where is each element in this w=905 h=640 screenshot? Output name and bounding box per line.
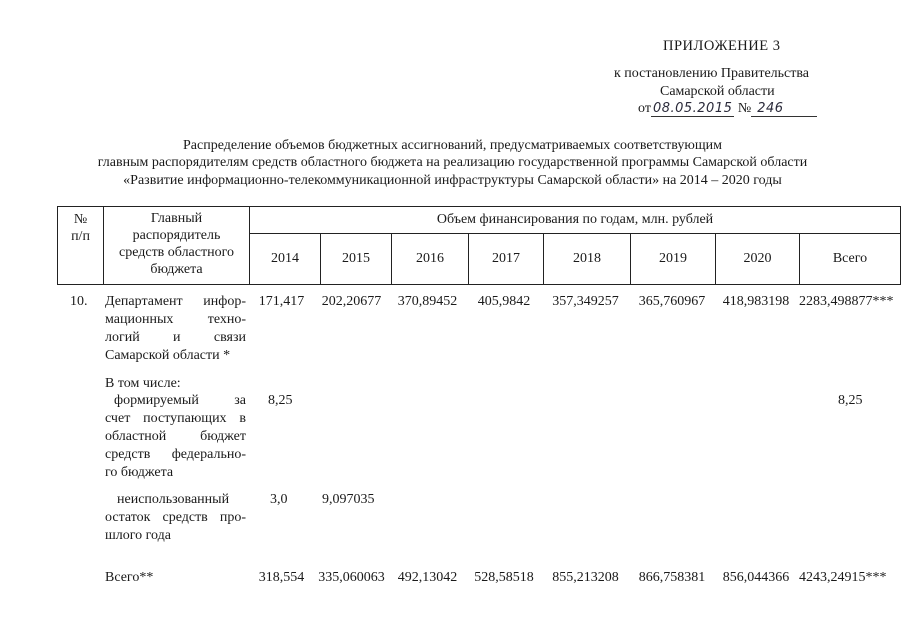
year-header: 2017 (469, 234, 544, 285)
column-header-number: № п/п (58, 207, 104, 285)
document-title-line1: Распределение объемов бюджетных ассигнований, предусматриваемых соответствующим (183, 138, 722, 153)
year-header: 2019 (631, 234, 716, 285)
dept-value-2016: 370,89452 (397, 294, 458, 309)
federal-name-line: областной бюджет (105, 429, 246, 444)
decree-date: 08.05.2015 (652, 101, 733, 116)
federal-value-2014: 8,25 (268, 393, 293, 408)
total-value-2015: 335,060063 (318, 570, 385, 585)
total-value-total: 4243,24915*** (799, 570, 887, 585)
dept-value-2014: 171,417 (258, 294, 305, 309)
dept-name-line: логий и связи (105, 330, 246, 345)
federal-value-total: 8,25 (838, 393, 863, 408)
dept-value-2017: 405,9842 (477, 294, 531, 309)
total-value-2020: 856,044366 (722, 570, 790, 585)
total-value-2019: 866,758381 (638, 570, 706, 585)
unused-name-line: шлого года (105, 528, 171, 543)
dept-name-line: мационных техно- (105, 312, 246, 327)
year-header-total: Всего (800, 234, 901, 285)
including-label: В том числе: (105, 376, 181, 391)
year-header: 2016 (392, 234, 469, 285)
federal-name-line: формируемый за (114, 393, 246, 408)
date-prefix: от (638, 101, 651, 116)
decree-number: 246 (751, 101, 817, 117)
dept-value-2018: 357,349257 (552, 294, 619, 309)
decree-date-number (638, 101, 817, 117)
dept-value-2015: 202,20677 (321, 294, 382, 309)
column-header-manager: Главный распорядитель средств областного бюджета (104, 207, 250, 285)
total-value-2018: 855,213208 (552, 570, 619, 585)
dept-value-total: 2283,498877*** (799, 294, 894, 309)
unused-name-line: неиспользованный (117, 492, 230, 507)
decree-reference-line1: к постановлению Правительства (614, 66, 810, 81)
federal-name-line: счет поступающих в (105, 411, 246, 426)
federal-name-line: средств федерально- (105, 447, 246, 462)
total-value-2016: 492,13042 (397, 570, 458, 585)
number-prefix: № (737, 101, 752, 116)
unused-value-2015: 9,097035 (322, 492, 375, 507)
funding-table-header (57, 206, 901, 285)
row-number: 10. (70, 294, 88, 309)
year-header: 2018 (544, 234, 631, 285)
dept-value-2020: 418,983198 (722, 294, 790, 309)
appendix-title: ПРИЛОЖЕНИЕ 3 (663, 38, 781, 54)
year-header: 2014 (250, 234, 321, 285)
document-title-line2: главным распорядителям средств областного бюджета на реализацию государственной программы Самарской области (97, 155, 808, 170)
dept-name-line: Департамент инфор- (105, 294, 246, 309)
dept-value-2019: 365,760967 (638, 294, 706, 309)
column-header-funding: Объем финансирования по годам, млн. рублей (250, 207, 901, 234)
dept-name-line: Самарской области * (105, 348, 231, 363)
unused-value-2014: 3,0 (270, 492, 288, 507)
year-header: 2020 (716, 234, 800, 285)
decree-reference-line2: Самарской области (660, 84, 775, 99)
document-title-line3: «Развитие информационно-телекоммуникационной инфраструктуры Самарской области» на 2014 – 2020 годы (123, 173, 782, 188)
unused-name-line: остаток средств про- (105, 510, 246, 525)
total-value-2014: 318,554 (258, 570, 305, 585)
total-value-2017: 528,58518 (474, 570, 534, 585)
federal-name-line: го бюджета (105, 465, 174, 480)
year-header: 2015 (321, 234, 392, 285)
total-label: Всего** (105, 570, 154, 585)
